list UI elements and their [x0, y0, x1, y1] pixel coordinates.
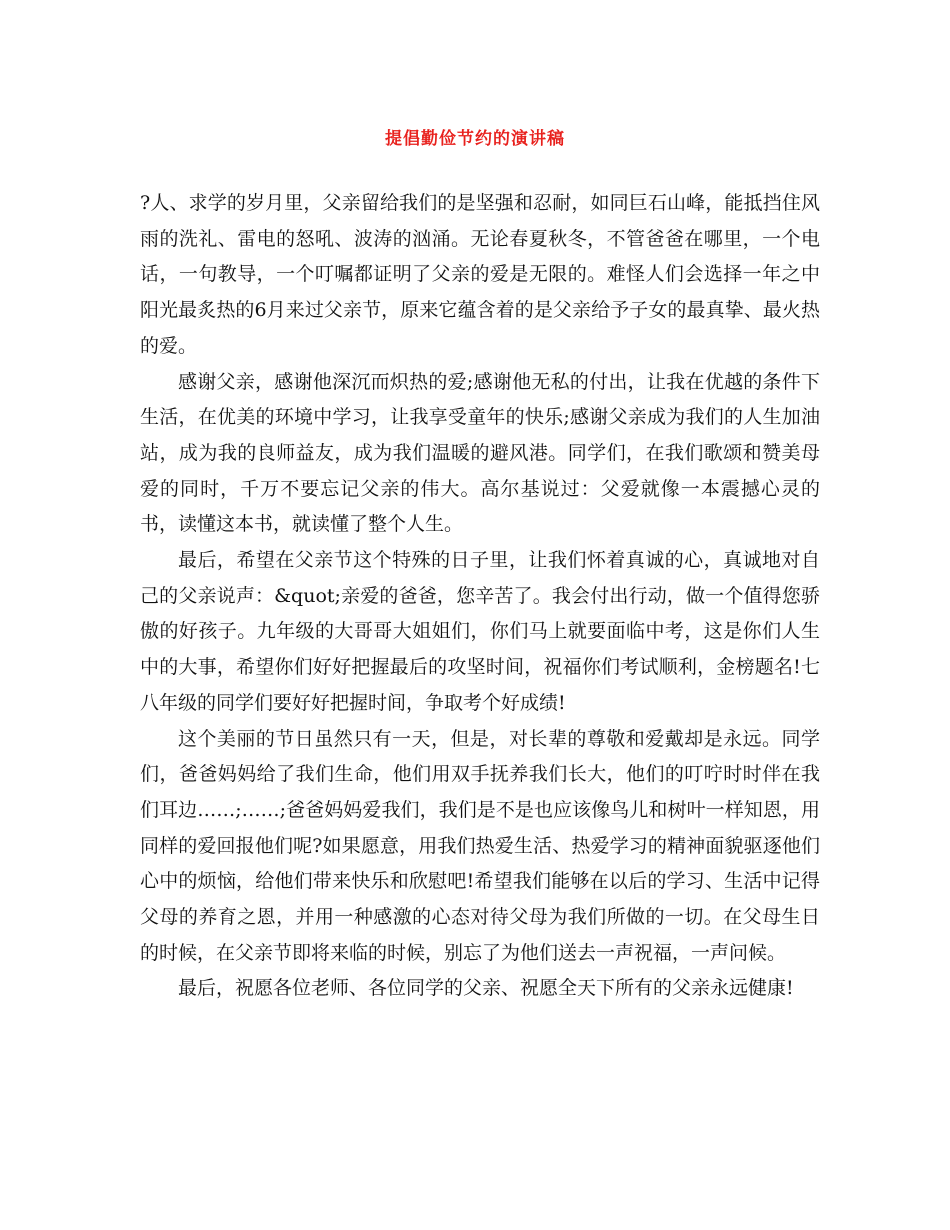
paragraph-3: 最后，希望在父亲节这个特殊的日子里，让我们怀着真诚的心，真诚地对自己的父亲说声：&quot;亲爱的爸爸，您辛苦了。我会付出行动，做一个值得您骄傲的好孩子。九年级的大哥哥大姐姐们，你们马上就要面临中考，这是你们人生中的大事，希望你们好好把握最后的攻坚时间，祝福你们考试顺利，金榜题名!七八年级的同学们要好好把握时间，争取考个好成绩!	[140, 549, 820, 714]
paragraph-1: ?人、求学的岁月里，父亲留给我们的是坚强和忍耐，如同巨石山峰，能抵挡住风雨的洗礼、雷电的怒吼、波涛的汹涌。无论春夏秋冬，不管爸爸在哪里，一个电话，一句教导，一个叮嘱都证明了父亲的爱是无限的。难怪人们会选择一年之中阳光最炙热的6月来过父亲节，原来它蕴含着的是父亲给予子女的最真挚、最火热的爱。	[140, 192, 820, 357]
paragraph-4: 这个美丽的节日虽然只有一天，但是，对长辈的尊敬和爱戴却是永远。同学们，爸爸妈妈给了我们生命，他们用双手抚养我们长大，他们的叮咛时时伴在我们耳边……;……;爸爸妈妈爱我们，我们是不是也应该像鸟儿和树叶一样知恩，用同样的爱回报他们呢?如果愿意，用我们热爱生活、热爱学习的精神面貌驱逐他们心中的烦恼，给他们带来快乐和欣慰吧!希望我们能够在以后的学习、生活中记得父母的养育之恩，并用一种感激的心态对待父母为我们所做的一切。在父母生日的时候，在父亲节即将来临的时候，别忘了为他们送去一声祝福，一声问候。	[140, 727, 820, 964]
paragraph-5: 最后，祝愿各位老师、各位同学的父亲、祝愿全天下所有的父亲永远健康!	[178, 977, 794, 1000]
document-title: 提倡勤俭节约的演讲稿	[385, 129, 565, 149]
document-body	[140, 186, 820, 1007]
paragraph-2: 感谢父亲，感谢他深沉而炽热的爱;感谢他无私的付出，让我在优越的条件下生活，在优美的环境中学习，让我享受童年的快乐;感谢父亲成为我们的人生加油站，成为我的良师益友，成为我们温暖的避风港。同学们，在我们歌颂和赞美母爱的同时，千万不要忘记父亲的伟大。高尔基说过：父爱就像一本震撼心灵的书，读懂这本书，就读懂了整个人生。	[140, 370, 820, 536]
